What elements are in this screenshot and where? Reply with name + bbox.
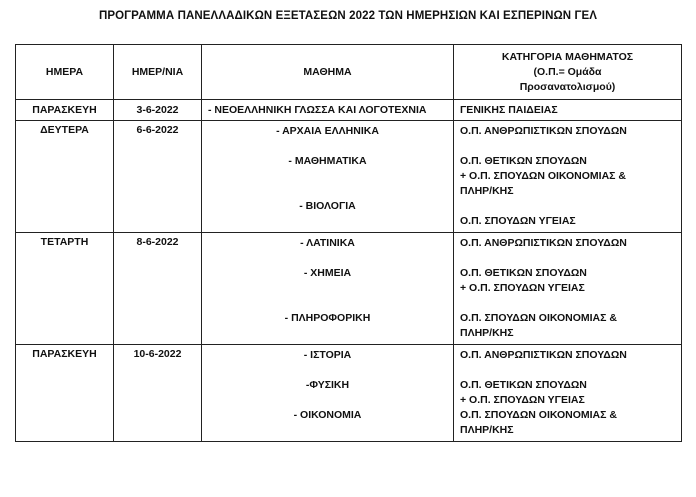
subject-item: - ΧΗΜΕΙΑ: [303, 267, 352, 279]
row-subjects: [202, 121, 454, 233]
category-item: Ο.Π. ΣΠΟΥΔΩΝ ΥΓΕΙΑΣ: [460, 215, 576, 227]
subject-item: - ΠΛΗΡΟΦΟΡΙΚΗ: [284, 312, 371, 324]
table-row: [16, 121, 682, 233]
subject-item: - ΟΙΚΟΝΟΜΙΑ: [293, 409, 362, 421]
category-item: Ο.Π. ΑΝΘΡΩΠΙΣΤΙΚΩΝ ΣΠΟΥΔΩΝ: [460, 237, 627, 249]
exam-schedule-table: [15, 44, 682, 442]
header-day: ΗΜΕΡΑ: [16, 45, 114, 100]
header-category-line: Προσανατολισμού): [519, 80, 616, 93]
category-item: ΠΛΗΡ/ΚΗΣ: [460, 185, 514, 197]
category-item: Ο.Π. ΑΝΘΡΩΠΙΣΤΙΚΩΝ ΣΠΟΥΔΩΝ: [460, 125, 627, 137]
row-date: 3-6-2022: [114, 100, 202, 121]
subject-item: - ΜΑΘΗΜΑΤΙΚΑ: [288, 155, 367, 167]
table-row: [16, 233, 682, 345]
category-item: Ο.Π. ΑΝΘΡΩΠΙΣΤΙΚΩΝ ΣΠΟΥΔΩΝ: [460, 349, 627, 361]
header-date: ΗΜΕΡ/ΝΙΑ: [114, 45, 202, 100]
category-item: Ο.Π. ΘΕΤΙΚΩΝ ΣΠΟΥΔΩΝ: [460, 379, 587, 391]
subject-item: - ΛΑΤΙΝΙΚΑ: [300, 237, 355, 249]
category-item: ΠΛΗΡ/ΚΗΣ: [460, 327, 514, 339]
header-subject: ΜΑΘΗΜΑ: [202, 45, 454, 100]
row-subjects: [202, 100, 454, 121]
category-item: Ο.Π. ΘΕΤΙΚΩΝ ΣΠΟΥΔΩΝ: [460, 155, 587, 167]
document-title: ΠΡΟΓΡΑΜΜΑ ΠΑΝΕΛΛΑΔΙΚΩΝ ΕΞΕΤΑΣΕΩΝ 2022 ΤΩΝ ΗΜΕΡΗΣΙΩΝ ΚΑΙ ΕΣΠΕΡΙΝΩΝ ΓΕΛ: [98, 10, 598, 22]
category-item: + Ο.Π. ΣΠΟΥΔΩΝ ΟΙΚΟΝΟΜΙΑΣ &: [460, 170, 626, 182]
table-row: [16, 345, 682, 442]
category-item: ΠΛΗΡ/ΚΗΣ: [460, 424, 514, 436]
row-categories: [454, 100, 682, 121]
row-date: 8-6-2022: [114, 233, 202, 345]
row-categories: [454, 121, 682, 233]
category-item: Ο.Π. ΣΠΟΥΔΩΝ ΟΙΚΟΝΟΜΙΑΣ &: [460, 409, 617, 421]
row-subjects: [202, 233, 454, 345]
row-day: ΠΑΡΑΣΚΕΥΗ: [16, 100, 114, 121]
category-item: Ο.Π. ΣΠΟΥΔΩΝ ΟΙΚΟΝΟΜΙΑΣ &: [460, 312, 617, 324]
row-day: ΠΑΡΑΣΚΕΥΗ: [16, 345, 114, 442]
header-category: [454, 45, 682, 100]
table-row: [16, 100, 682, 121]
header-category-line: ΚΑΤΗΓΟΡΙΑ ΜΑΘΗΜΑΤΟΣ: [501, 50, 634, 63]
row-day: ΔΕΥΤΕΡΑ: [16, 121, 114, 233]
row-categories: [454, 345, 682, 442]
row-subjects: [202, 345, 454, 442]
subject-item: - ΒΙΟΛΟΓΙΑ: [299, 200, 356, 212]
subject-item: - ΑΡΧΑΙΑ ΕΛΛΗΝΙΚΑ: [276, 125, 379, 137]
subject-item: - ΙΣΤΟΡΙΑ: [303, 349, 352, 361]
subject-item: -ΦΥΣΙΚΗ: [305, 379, 350, 391]
row-categories: [454, 233, 682, 345]
header-category-line: (Ο.Π.= Ομάδα: [533, 65, 602, 78]
category-item: Ο.Π. ΘΕΤΙΚΩΝ ΣΠΟΥΔΩΝ: [460, 267, 587, 279]
category-item: ΓΕΝΙΚΗΣ ΠΑΙΔΕΙΑΣ: [460, 103, 558, 116]
row-date: 10-6-2022: [114, 345, 202, 442]
category-item: + Ο.Π. ΣΠΟΥΔΩΝ ΥΓΕΙΑΣ: [460, 394, 585, 406]
subject-item: - ΝΕΟΕΛΛΗΝΙΚΗ ΓΛΩΣΣΑ ΚΑΙ ΛΟΓΟΤΕΧΝΙΑ: [208, 103, 427, 116]
row-date: 6-6-2022: [114, 121, 202, 233]
row-day: ΤΕΤΑΡΤΗ: [16, 233, 114, 345]
category-item: + Ο.Π. ΣΠΟΥΔΩΝ ΥΓΕΙΑΣ: [460, 282, 585, 294]
table-header-row: [16, 45, 682, 100]
